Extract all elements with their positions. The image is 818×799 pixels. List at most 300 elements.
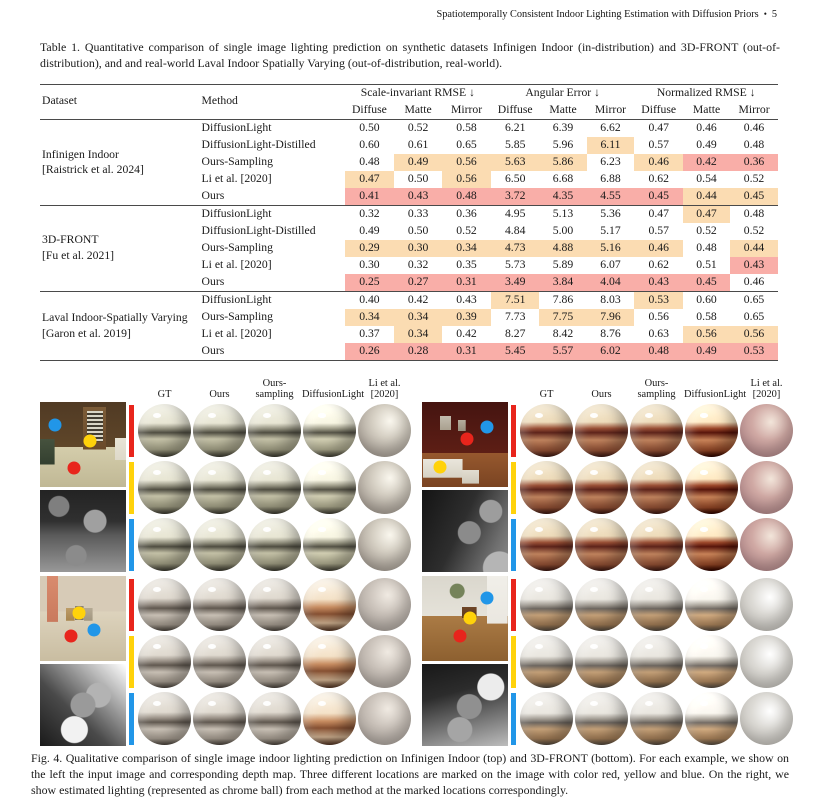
col-group-header: Scale-invariant RMSE ↓ <box>360 86 475 99</box>
chrome-ball <box>193 692 246 745</box>
value-cell: 7.75 <box>539 309 586 326</box>
chrome-ball <box>303 518 356 571</box>
col-subheader: Mirror <box>738 102 770 116</box>
method-cell: DiffusionLight <box>200 291 345 308</box>
chrome-ball <box>248 692 301 745</box>
matte-ball <box>358 404 411 457</box>
method-header-line2: sampling <box>637 389 676 401</box>
value-cell: 7.86 <box>539 291 586 308</box>
value-cell: 0.63 <box>648 326 669 340</box>
value-cell: 4.84 <box>504 223 526 237</box>
ball-rows <box>511 402 794 573</box>
depth-map <box>422 664 508 746</box>
location-marker-blue <box>480 592 493 605</box>
value-cell: 4.88 <box>539 240 586 257</box>
value-cell: 0.28 <box>394 343 442 360</box>
matte-ball <box>740 461 793 514</box>
method-header-line2: DiffusionLight <box>302 389 365 401</box>
value-cell: 0.42 <box>456 326 477 340</box>
value-cell: 0.32 <box>345 205 394 222</box>
value-cell: 0.29 <box>345 240 394 257</box>
depth-map <box>40 664 126 746</box>
value-cell: 7.51 <box>491 291 540 308</box>
value-cell: 0.46 <box>696 120 717 134</box>
table-row <box>40 205 778 222</box>
chrome-ball <box>193 635 246 688</box>
value-cell: 0.57 <box>648 137 669 151</box>
value-cell: 5.85 <box>504 137 526 151</box>
value-cell: 0.47 <box>683 205 730 222</box>
input-image <box>422 402 508 487</box>
value-cell: 0.45 <box>730 188 778 205</box>
value-cell: 0.49 <box>696 137 717 151</box>
value-cell: 0.46 <box>743 274 765 288</box>
value-cell: 0.65 <box>743 309 765 323</box>
chrome-ball <box>138 578 191 631</box>
location-marker-blue <box>88 624 101 637</box>
method-cell: Ours-Sampling <box>201 154 273 168</box>
table-header-row <box>40 85 778 102</box>
method-cell: DiffusionLight-Distilled <box>201 137 316 151</box>
value-cell: 0.52 <box>696 223 717 237</box>
method-cell: Ours-Sampling <box>201 309 273 323</box>
dataset-cite: [Raistrick et al. 2024] <box>42 163 144 177</box>
value-cell: 0.50 <box>407 171 429 185</box>
method-header <box>247 378 302 401</box>
chrome-ball <box>685 635 738 688</box>
value-cell: 0.47 <box>634 205 683 222</box>
col-group-header: Normalized RMSE ↓ <box>656 86 756 99</box>
value-cell: 6.21 <box>504 120 526 134</box>
chrome-ball <box>630 461 683 514</box>
method-header-line2: Ours <box>591 389 612 401</box>
value-cell: 0.26 <box>345 343 394 360</box>
chrome-ball <box>685 518 738 571</box>
location-marker-red <box>453 630 466 643</box>
ball-row <box>511 690 794 747</box>
matte-ball <box>358 578 411 631</box>
value-cell: 0.34 <box>442 240 491 257</box>
matte-ball <box>740 404 793 457</box>
location-marker-red <box>68 462 81 475</box>
table-body <box>40 119 778 360</box>
chrome-ball <box>520 578 573 631</box>
method-cell: Ours <box>201 274 225 288</box>
method-cell: Li et al. [2020] <box>201 171 272 185</box>
figure-half <box>40 374 414 750</box>
method-header-line2: [2020] <box>370 389 399 401</box>
value-cell: 0.53 <box>730 343 778 360</box>
value-cell: 6.50 <box>504 171 526 185</box>
matte-ball <box>358 518 411 571</box>
value-cell: 5.00 <box>552 223 574 237</box>
value-cell: 5.13 <box>539 205 586 222</box>
value-cell: 0.41 <box>345 188 394 205</box>
depth-map <box>40 490 126 572</box>
method-header <box>137 389 192 401</box>
value-cell: 0.58 <box>696 309 717 323</box>
value-cell: 7.96 <box>587 309 635 326</box>
location-marker-blue <box>481 420 494 433</box>
value-cell: 5.73 <box>504 257 526 271</box>
value-cell: 6.23 <box>600 154 621 168</box>
row-bar-blue <box>511 693 516 745</box>
chrome-ball <box>193 518 246 571</box>
chrome-ball <box>520 692 573 745</box>
chrome-ball <box>248 404 301 457</box>
method-header <box>357 378 412 401</box>
chrome-ball <box>193 578 246 631</box>
value-cell: 0.45 <box>683 274 730 291</box>
ball-rows <box>511 576 794 747</box>
row-bar-yellow <box>511 636 516 688</box>
row-bar-blue <box>511 519 516 571</box>
value-cell: 0.58 <box>456 120 477 134</box>
value-cell: 7.73 <box>504 309 526 323</box>
chrome-ball <box>248 461 301 514</box>
value-cell: 0.44 <box>730 240 778 257</box>
value-cell: 0.46 <box>634 240 683 257</box>
value-cell: 5.63 <box>491 154 540 171</box>
ball-row <box>129 459 412 516</box>
ball-rows <box>129 402 412 573</box>
method-cell: Li et al. [2020] <box>201 326 272 340</box>
table-row <box>40 291 778 308</box>
chrome-ball <box>575 461 628 514</box>
method-header-line2: DiffusionLight <box>684 389 747 401</box>
value-cell: 0.48 <box>743 137 765 151</box>
method-header-line1: Li et al. <box>750 377 783 389</box>
value-cell: 0.27 <box>394 274 442 291</box>
location-marker-yellow <box>464 611 477 624</box>
value-cell: 0.49 <box>683 343 730 360</box>
value-cell: 0.57 <box>648 223 669 237</box>
value-cell: 0.50 <box>407 223 429 237</box>
value-cell: 4.35 <box>539 188 586 205</box>
ball-row <box>129 633 412 690</box>
ball-row <box>129 576 412 633</box>
value-cell: 0.60 <box>359 137 380 151</box>
value-cell: 0.52 <box>456 223 477 237</box>
col-subheader: Matte <box>549 102 577 116</box>
ball-row <box>511 402 794 459</box>
method-cell: Ours <box>201 188 225 202</box>
value-cell: 3.72 <box>491 188 540 205</box>
matte-ball <box>358 635 411 688</box>
chrome-ball <box>575 518 628 571</box>
value-cell: 0.32 <box>407 257 429 271</box>
value-cell: 3.84 <box>539 274 586 291</box>
ball-row <box>511 459 794 516</box>
method-cell: DiffusionLight <box>200 205 345 222</box>
value-cell: 0.62 <box>648 257 669 271</box>
location-marker-yellow <box>434 461 447 474</box>
chrome-ball <box>520 461 573 514</box>
value-cell: 0.51 <box>696 257 717 271</box>
method-header-line2: Ours <box>209 389 230 401</box>
col-subheader: Mirror <box>594 102 627 116</box>
method-header <box>629 378 684 401</box>
value-cell: 8.42 <box>552 326 574 340</box>
value-cell: 0.56 <box>442 154 491 171</box>
value-cell: 4.95 <box>491 205 540 222</box>
chrome-ball <box>248 635 301 688</box>
method-header-line2: sampling <box>255 389 294 401</box>
value-cell: 0.42 <box>683 154 730 171</box>
row-bar-red <box>511 405 516 457</box>
chrome-ball <box>138 404 191 457</box>
value-cell: 4.04 <box>587 274 635 291</box>
chrome-ball <box>520 518 573 571</box>
input-column <box>422 576 508 747</box>
chrome-ball <box>630 692 683 745</box>
value-cell: 0.36 <box>442 205 491 222</box>
chrome-ball <box>248 518 301 571</box>
row-bar-red <box>129 579 134 631</box>
chrome-ball <box>138 692 191 745</box>
row-bar-yellow <box>129 462 134 514</box>
chrome-ball <box>575 635 628 688</box>
method-cell: DiffusionLight <box>201 120 272 134</box>
figure-half <box>422 374 796 750</box>
chrome-ball <box>685 578 738 631</box>
method-header <box>302 389 365 401</box>
table-row <box>40 119 778 136</box>
value-cell: 0.48 <box>696 240 717 254</box>
running-head <box>437 9 777 20</box>
ball-row <box>129 402 412 459</box>
value-cell: 6.62 <box>600 120 621 134</box>
value-cell: 5.36 <box>587 205 635 222</box>
location-marker-yellow <box>83 435 96 448</box>
value-cell: 0.56 <box>683 326 730 343</box>
figure-caption: Fig. 4. Qualitative comparison of single image indoor lighting prediction on Infinigen Indoor (top) and 3D-FRONT (bottom). For each example, we show on the left the input image and corresponding depth map. Three different locations are marked on the image with color red, yellow and blue. On the right, we show estimated lighting (represented as chrome ball) from each method at the marked locations correspondingly. <box>31 751 789 797</box>
matte-ball <box>740 578 793 631</box>
value-cell: 0.47 <box>345 171 394 188</box>
value-cell: 0.31 <box>442 343 491 360</box>
location-marker-yellow <box>72 607 85 620</box>
ball-row <box>129 690 412 747</box>
col-subheader: Diffuse <box>351 102 387 116</box>
method-header-line1: Ours- <box>262 377 287 389</box>
table-head <box>40 85 778 120</box>
chrome-ball <box>685 692 738 745</box>
value-cell: 5.96 <box>552 137 574 151</box>
row-bar-red <box>511 579 516 631</box>
value-cell: 0.34 <box>394 309 442 326</box>
location-marker-red <box>460 433 473 446</box>
figure-example <box>422 576 796 747</box>
value-cell: 0.48 <box>730 205 778 222</box>
col-header-method: Method <box>201 94 238 108</box>
value-cell: 0.49 <box>359 223 380 237</box>
dataset-cell <box>40 205 200 291</box>
value-cell: 0.36 <box>730 154 778 171</box>
row-bar-blue <box>129 693 134 745</box>
dataset-name: 3D-FRONT <box>42 233 99 247</box>
value-cell: 0.56 <box>442 171 491 188</box>
value-cell: 0.65 <box>456 137 477 151</box>
method-header-line2: GT <box>539 389 554 401</box>
method-header <box>574 389 629 401</box>
value-cell: 0.30 <box>359 257 380 271</box>
chrome-ball <box>575 578 628 631</box>
input-image <box>422 576 508 661</box>
figure-panels <box>40 374 797 750</box>
method-header <box>684 389 747 401</box>
value-cell: 0.33 <box>394 205 442 222</box>
chrome-ball <box>520 404 573 457</box>
method-header-line2: [2020] <box>752 389 781 401</box>
value-cell: 5.89 <box>552 257 574 271</box>
input-image <box>40 576 126 661</box>
chrome-ball <box>138 518 191 571</box>
chrome-ball <box>685 404 738 457</box>
value-cell: 6.07 <box>600 257 621 271</box>
value-cell: 4.55 <box>587 188 635 205</box>
table-caption: Table 1. Quantitative comparison of single image lighting prediction on synthetic datasets Infinigen Indoor (in-distribution) and 3D-FRONT (out-of-distribution), and and real-world Laval Indoor Spatially Varying (out-of-distribution, real-world). <box>40 40 780 70</box>
value-cell: 0.40 <box>345 291 394 308</box>
chrome-ball <box>303 692 356 745</box>
value-cell: 0.37 <box>359 326 380 340</box>
ball-row <box>129 516 412 573</box>
page-number: 5 <box>771 9 777 20</box>
value-cell: 6.11 <box>587 137 635 154</box>
value-cell: 0.34 <box>394 326 442 343</box>
chrome-ball <box>630 635 683 688</box>
value-cell: 0.52 <box>743 223 765 237</box>
chrome-ball <box>303 404 356 457</box>
method-cell: Li et al. [2020] <box>201 257 272 271</box>
chrome-ball <box>303 578 356 631</box>
method-cell: Ours <box>201 343 225 357</box>
value-cell: 5.16 <box>587 240 635 257</box>
running-head-title: Spatiotemporally Consistent Indoor Lighting Estimation with Diffusion Priors <box>436 9 759 20</box>
value-cell: 0.34 <box>345 309 394 326</box>
value-cell: 8.27 <box>504 326 526 340</box>
figure-example <box>40 402 414 573</box>
value-cell: 0.48 <box>359 154 380 168</box>
value-cell: 0.46 <box>743 120 765 134</box>
matte-ball <box>358 461 411 514</box>
dataset-name: Laval Indoor-Spatially Varying <box>42 310 188 324</box>
value-cell: 3.49 <box>491 274 540 291</box>
chrome-ball <box>630 518 683 571</box>
value-cell: 0.39 <box>442 309 491 326</box>
value-cell: 0.43 <box>730 257 778 274</box>
chrome-ball <box>303 461 356 514</box>
method-cell: DiffusionLight-Distilled <box>201 223 316 237</box>
value-cell: 6.39 <box>552 120 574 134</box>
row-bar-blue <box>129 519 134 571</box>
value-cell: 6.88 <box>600 171 621 185</box>
ball-row <box>511 633 794 690</box>
ball-row <box>511 516 794 573</box>
value-cell: 0.53 <box>634 291 683 308</box>
value-cell: 6.68 <box>552 171 574 185</box>
value-cell: 0.42 <box>394 291 442 308</box>
value-cell: 0.48 <box>634 343 683 360</box>
chrome-ball <box>630 404 683 457</box>
value-cell: 0.30 <box>394 240 442 257</box>
chrome-ball <box>520 635 573 688</box>
chrome-ball <box>138 635 191 688</box>
value-cell: 0.35 <box>456 257 477 271</box>
method-header <box>739 378 794 401</box>
value-cell: 5.86 <box>539 154 586 171</box>
col-subheader: Diffuse <box>497 102 533 116</box>
value-cell: 0.54 <box>696 171 717 185</box>
chrome-ball <box>138 461 191 514</box>
input-image <box>40 402 126 487</box>
value-cell: 0.49 <box>394 154 442 171</box>
value-cell: 5.17 <box>600 223 621 237</box>
value-cell: 0.52 <box>407 120 429 134</box>
value-cell: 0.61 <box>407 137 429 151</box>
col-subheader: Mirror <box>450 102 483 116</box>
value-cell: 0.47 <box>648 120 669 134</box>
ball-rows <box>129 576 412 747</box>
chrome-ball <box>575 404 628 457</box>
chrome-ball <box>193 461 246 514</box>
chrome-ball <box>193 404 246 457</box>
value-cell: 0.44 <box>683 188 730 205</box>
matte-ball <box>740 635 793 688</box>
value-cell: 0.48 <box>442 188 491 205</box>
method-header-row <box>137 374 414 402</box>
col-subheader: Diffuse <box>641 102 677 116</box>
col-subheader: Matte <box>404 102 432 116</box>
value-cell: 0.43 <box>394 188 442 205</box>
value-cell: 0.60 <box>683 291 730 308</box>
figure-example <box>422 402 796 573</box>
chrome-ball <box>685 461 738 514</box>
input-column <box>422 402 508 573</box>
ball-row <box>511 576 794 633</box>
chrome-ball <box>630 578 683 631</box>
value-cell: 0.62 <box>648 171 669 185</box>
dataset-cite: [Fu et al. 2021] <box>42 249 115 263</box>
method-header-row <box>519 374 796 402</box>
value-cell: 0.31 <box>442 274 491 291</box>
value-cell: 0.46 <box>634 154 683 171</box>
method-header-line2: GT <box>157 389 172 401</box>
input-column <box>40 576 126 747</box>
matte-ball <box>740 692 793 745</box>
method-cell: Ours-Sampling <box>201 240 273 254</box>
value-cell: 0.65 <box>730 291 778 308</box>
row-bar-red <box>129 405 134 457</box>
col-header-dataset: Dataset <box>42 94 78 108</box>
value-cell: 0.50 <box>359 120 380 134</box>
input-column <box>40 402 126 573</box>
value-cell: 5.57 <box>539 343 586 360</box>
value-cell: 5.45 <box>491 343 540 360</box>
running-head-bullet: • <box>763 9 767 19</box>
matte-ball <box>358 692 411 745</box>
value-cell: 0.25 <box>345 274 394 291</box>
chrome-ball <box>248 578 301 631</box>
dataset-cite: [Garon et al. 2019] <box>42 326 131 340</box>
method-header-line1: Li et al. <box>368 377 401 389</box>
matte-ball <box>740 518 793 571</box>
method-header-line1: Ours- <box>644 377 669 389</box>
value-cell: 0.45 <box>634 188 683 205</box>
dataset-cell <box>40 119 200 205</box>
value-cell: 0.52 <box>743 171 765 185</box>
value-cell: 0.56 <box>648 309 669 323</box>
method-header <box>192 389 247 401</box>
